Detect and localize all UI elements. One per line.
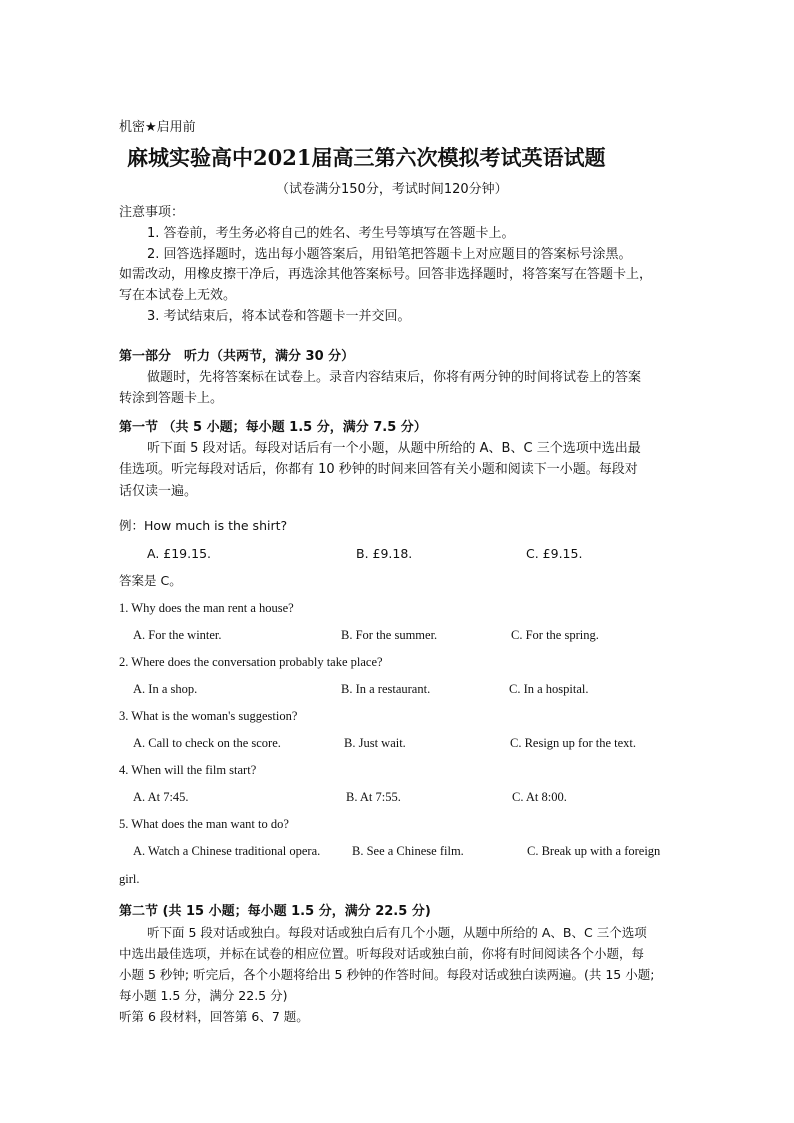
question-1-option-b: B. For the summer. [341,628,438,642]
question-2: 2. Where does the conversation probably take place? [119,655,383,669]
question-5: 5. What does the man want to do? [119,817,289,831]
section-2-material-note: 听第 6 段材料，回答第 6、7 题。 [119,1009,309,1024]
question-4-option-a: A. At 7:45. [133,790,189,804]
question-4-option-b: B. At 7:55. [346,790,401,804]
question-1: 1. Why does the man rent a house? [119,601,294,615]
notes-item-2-line-1: 2. 回答选择题时，选出每小题答案后，用铅笔把答题卡上对应题目的答案标号涂黑。 [147,247,632,262]
page-title: 麻城实验高中2021届高三第六次模拟考试英语试题 [127,145,606,170]
section-2-intro-line-2: 中选出最佳选项，并标在试卷的相应位置。听每段对话或独白前，你将有时间阅读各个小题，每 [119,946,645,961]
notes-heading: 注意事项： [119,205,185,220]
notes-item-2-line-3: 写在本试卷上无效。 [119,288,237,303]
question-3: 3. What is the woman's suggestion? [119,709,298,723]
question-5-option-c-continued: girl. [119,872,140,886]
section-1-heading: 第一节 （共 5 小题；每小题 1.5 分，满分 7.5 分） [119,420,427,435]
example-option-b: B. £9.18. [356,546,413,561]
part-1-intro-line-1: 做题时，先将答案标在试卷上。录音内容结束后，你将有两分钟的时间将试卷上的答案 [147,370,642,385]
section-2-intro-line-4: 每小题 1.5 分，满分 22.5 分) [119,988,288,1003]
section-2-heading: 第二节 (共 15 小题；每小题 1.5 分，满分 22.5 分) [119,904,431,919]
notes-item-3: 3. 考试结束后，将本试卷和答题卡一并交回。 [147,309,411,324]
section-1-intro-line-1: 听下面 5 段对话。每段对话后有一个小题，从题中所给的 A、B、C 三个选项中选出最 [147,441,641,456]
section-2-intro-line-1: 听下面 5 段对话或独白。每段对话或独白后有几个小题，从题中所给的 A、B、C 三个选项 [147,925,647,940]
confidential-label: 机密★启用前 [119,120,196,135]
question-5-option-a: A. Watch a Chinese traditional opera. [133,844,321,858]
question-1-option-c: C. For the spring. [511,628,599,642]
example-question: 例：How much is the shirt? [119,518,288,533]
question-5-option-c: C. Break up with a foreign [527,844,661,858]
section-2-intro-line-3: 小题 5 秒钟; 听完后，各个小题将给出 5 秒钟的作答时间。每段对话或独白读两遍。(共 15 小题; [119,967,655,982]
question-3-option-c: C. Resign up for the text. [510,736,637,750]
example-answer: 答案是 C。 [119,573,182,588]
question-4-option-c: C. At 8:00. [512,790,567,804]
question-2-option-a: A. In a shop. [133,682,198,696]
question-2-option-b: B. In a restaurant. [341,682,431,696]
section-1-intro-line-2: 佳选项。听完每段对话后，你都有 10 秒钟的时间来回答有关小题和阅读下一小题。每段对 [119,462,638,477]
question-1-option-a: A. For the winter. [133,628,222,642]
question-3-option-a: A. Call to check on the score. [133,736,281,750]
question-5-option-b: B. See a Chinese film. [352,844,464,858]
question-2-option-c: C. In a hospital. [509,682,589,696]
notes-item-2-line-2: 如需改动，用橡皮擦干净后，再选涂其他答案标号。回答非选择题时，将答案写在答题卡上， [119,267,653,282]
page-subtitle: （试卷满分150分，考试时间120分钟） [276,182,508,197]
question-3-option-b: B. Just wait. [344,736,406,750]
notes-item-1: 1. 答卷前，考生务必将自己的姓名、考生号等填写在答题卡上。 [147,226,515,241]
question-4: 4. When will the film start? [119,763,257,777]
part-1-heading: 第一部分 听力（共两节，满分 30 分） [119,349,355,364]
example-option-a: A. £19.15. [147,546,211,561]
example-option-c: C. £9.15. [526,546,583,561]
part-1-intro-line-2: 转涂到答题卡上。 [119,391,224,406]
section-1-intro-line-3: 话仅读一遍。 [119,484,198,499]
